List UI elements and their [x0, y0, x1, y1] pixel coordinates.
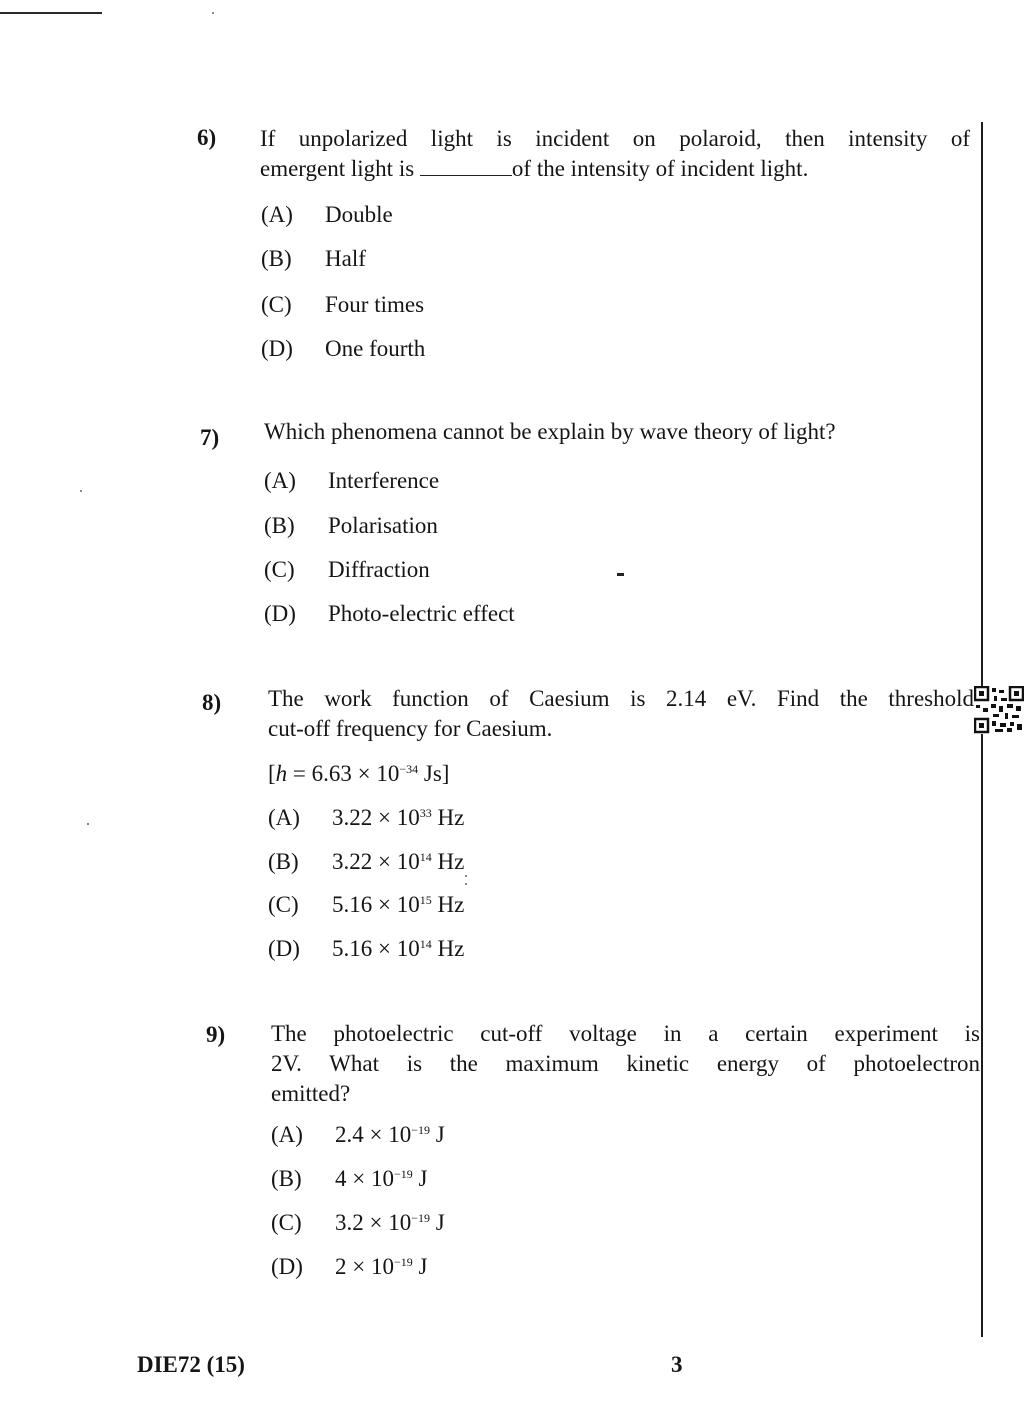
- option-label: (D): [264, 601, 296, 626]
- option-exponent: −19: [393, 1167, 413, 1181]
- note-exponent: −34: [399, 762, 419, 776]
- question-text-line: Which phenomena cannot be explain by wave theory of light?: [264, 419, 836, 444]
- constant-note: [268, 761, 449, 787]
- option-label: (D): [268, 936, 300, 961]
- option-mantissa: 2.4 × 10: [335, 1122, 412, 1147]
- option-text: Four times: [325, 292, 425, 317]
- scan-speck: [212, 12, 214, 14]
- option-c: [261, 292, 424, 318]
- option-text: Half: [325, 246, 366, 271]
- question-text-line: If unpolarized light is incident on polaroid, then intensity of: [260, 126, 970, 151]
- option-label: (B): [261, 246, 292, 271]
- question-number: 9): [206, 1022, 226, 1047]
- option-unit: J: [412, 1254, 428, 1279]
- option-label: (A): [261, 202, 293, 227]
- option-b: [264, 513, 438, 539]
- option-text: Photo-electric effect: [328, 601, 515, 626]
- option-b: [271, 1166, 427, 1192]
- option-c: [271, 1210, 445, 1236]
- option-exponent: −19: [393, 1255, 413, 1269]
- paper-code: DIE72 (15): [137, 1352, 245, 1377]
- question-text: [260, 124, 970, 184]
- question-text: [271, 1019, 980, 1109]
- option-a: [271, 1122, 445, 1148]
- scan-speck: [465, 875, 467, 877]
- option-d: [264, 601, 515, 627]
- option-unit: Hz: [431, 892, 465, 917]
- option-exponent: 15: [419, 893, 432, 907]
- question-text-line: emitted?: [271, 1081, 351, 1106]
- note-variable: h: [275, 761, 288, 786]
- option-exponent: −19: [411, 1211, 431, 1225]
- note-value: = 6.63 × 10: [287, 761, 400, 786]
- option-mantissa: 3.22 × 10: [332, 849, 420, 874]
- option-mantissa: 2 × 10: [335, 1254, 394, 1279]
- top-rule: [0, 12, 102, 14]
- option-c: [268, 892, 464, 918]
- option-unit: J: [430, 1210, 445, 1235]
- page-number: 3: [671, 1352, 683, 1377]
- option-exponent: 14: [419, 937, 432, 951]
- scan-speck: [80, 490, 82, 492]
- option-mantissa: 3.2 × 10: [335, 1210, 412, 1235]
- question-text: [264, 417, 836, 447]
- text-fragment: emergent light is: [260, 156, 415, 181]
- option-label: (C): [268, 892, 299, 917]
- option-text: Interference: [328, 468, 440, 493]
- option-unit: Hz: [431, 849, 465, 874]
- option-a: [261, 202, 393, 228]
- option-label: (B): [271, 1166, 302, 1191]
- option-a: [268, 805, 464, 831]
- option-label: (C): [264, 557, 295, 582]
- scan-speck: [465, 883, 467, 885]
- option-label: (A): [264, 468, 296, 493]
- option-a: [264, 468, 439, 494]
- question-text-line: cut-off frequency for Caesium.: [268, 716, 553, 741]
- option-label: (C): [261, 292, 292, 317]
- question-text-line: [260, 154, 970, 184]
- option-mantissa: 5.16 × 10: [332, 892, 420, 917]
- option-label: (A): [271, 1122, 303, 1147]
- option-label: (B): [268, 849, 299, 874]
- answer-blank: [420, 157, 512, 176]
- option-b: [268, 849, 464, 875]
- option-exponent: −19: [411, 1123, 431, 1137]
- option-mantissa: 5.16 × 10: [332, 936, 420, 961]
- question-text-line: 2V. What is the maximum kinetic energy of photoelectron: [271, 1051, 980, 1076]
- option-text: One fourth: [325, 336, 426, 361]
- option-mantissa: 4 × 10: [335, 1166, 394, 1191]
- note-bracket: [: [268, 761, 276, 786]
- question-number: 6): [197, 125, 217, 150]
- text-fragment: of the intensity of incident light.: [511, 156, 809, 181]
- option-unit: Hz: [431, 805, 465, 830]
- option-text: Double: [325, 202, 393, 227]
- option-d: [271, 1254, 427, 1280]
- question-text-line: The photoelectric cut-off voltage in a certain experiment is: [271, 1021, 980, 1046]
- option-mantissa: 3.22 × 10: [332, 805, 420, 830]
- option-label: (C): [271, 1210, 302, 1235]
- note-unit: Js]: [418, 761, 450, 786]
- option-exponent: 33: [419, 806, 432, 820]
- option-unit: J: [412, 1166, 428, 1191]
- question-number: 7): [200, 425, 220, 450]
- option-label: (A): [268, 805, 300, 830]
- option-c: [264, 557, 430, 583]
- option-text: Diffraction: [328, 557, 430, 582]
- option-exponent: 14: [419, 850, 432, 864]
- option-label: (D): [261, 336, 293, 361]
- scan-speck: [87, 823, 89, 825]
- option-b: [261, 246, 366, 272]
- option-label: (D): [271, 1254, 303, 1279]
- option-unit: Hz: [431, 936, 465, 961]
- option-d: [261, 336, 425, 362]
- option-d: [268, 936, 464, 962]
- option-label: (B): [264, 513, 295, 538]
- question-number: 8): [202, 690, 222, 715]
- question-text-line: The work function of Caesium is 2.14 eV. Find the threshold: [268, 686, 974, 711]
- stray-mark: [617, 573, 624, 576]
- option-text: Polarisation: [328, 513, 438, 538]
- option-unit: J: [430, 1122, 445, 1147]
- question-text: [268, 684, 974, 744]
- qr-code-icon: [974, 686, 1024, 734]
